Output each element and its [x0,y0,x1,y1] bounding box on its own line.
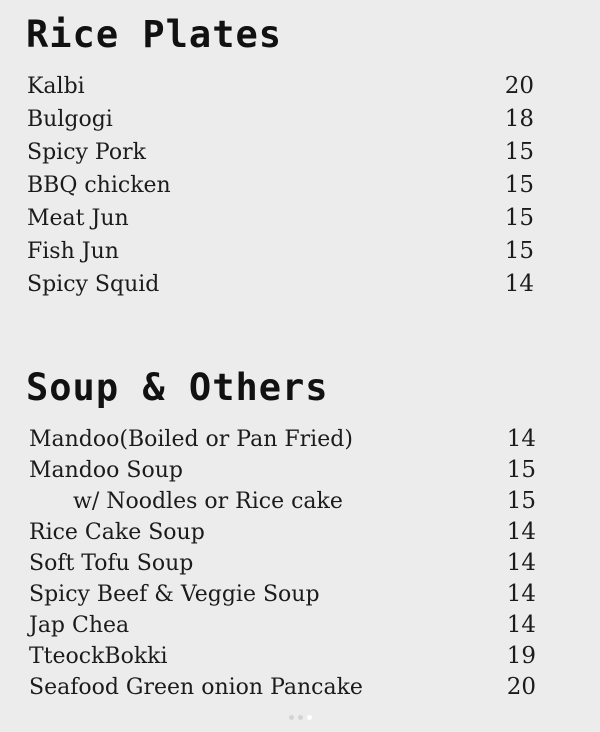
item-name: Rice Cake Soup [29,520,205,545]
item-price: 15 [504,238,534,264]
item-price: 20 [504,73,534,99]
item-price: 14 [506,581,536,607]
menu-item [0,579,600,610]
item-name: Soft Tofu Soup [29,551,194,576]
item-price: 19 [506,643,536,669]
item-price: 15 [504,172,534,198]
item-price: 14 [504,271,534,297]
menu-item [0,672,600,703]
menu-item [0,103,600,136]
carousel-dots [0,715,600,720]
menu-item [0,517,600,548]
menu-item [0,202,600,235]
item-name: TteockBokki [29,644,168,669]
menu-item [0,610,600,641]
item-name: Mandoo Soup [29,458,183,483]
menu-list-soup-and-others [0,424,600,703]
item-name: Spicy Squid [27,272,160,297]
item-name: Spicy Pork [27,140,146,165]
menu-item-variant [0,486,600,517]
menu-item [0,641,600,672]
carousel-dot[interactable] [298,715,303,720]
item-name: w/ Noodles or Rice cake [73,489,343,514]
item-price: 15 [506,488,536,514]
menu-item [0,169,600,202]
item-price: 15 [504,205,534,231]
section-title-rice-plates: Rice Plates [26,13,283,56]
item-price: 14 [506,519,536,545]
carousel-dot[interactable] [289,715,294,720]
item-name: Mandoo(Boiled or Pan Fried) [29,427,353,452]
item-name: Bulgogi [27,107,113,132]
item-name: Seafood Green onion Pancake [29,675,363,700]
menu-item [0,268,600,301]
item-price: 15 [504,139,534,165]
item-name: Jap Chea [29,613,130,638]
menu-item [0,548,600,579]
item-name: Spicy Beef & Veggie Soup [29,582,320,607]
item-price: 14 [506,426,536,452]
item-price: 14 [506,612,536,638]
item-name: Kalbi [27,74,85,99]
item-price: 18 [504,106,534,132]
carousel-dot[interactable] [307,715,312,720]
item-name: BBQ chicken [27,173,171,198]
menu-item [0,424,600,455]
item-price: 14 [506,550,536,576]
section-title-soup-and-others: Soup & Others [26,366,329,409]
item-price: 20 [506,674,536,700]
menu-item [0,235,600,268]
item-name: Fish Jun [27,239,119,264]
item-price: 15 [506,457,536,483]
menu-list-rice-plates [0,70,600,301]
item-name: Meat Jun [27,206,129,231]
menu-item [0,70,600,103]
menu-item [0,455,600,486]
menu-item [0,136,600,169]
